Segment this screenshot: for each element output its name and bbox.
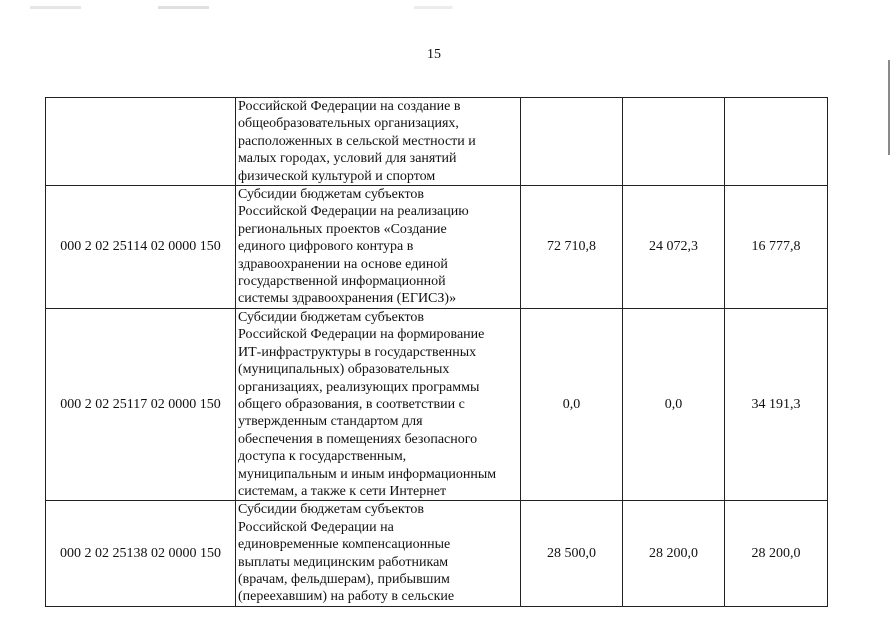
description-line: Российской Федерации на формирование: [238, 327, 485, 343]
value-cell-2: [623, 98, 725, 186]
description-line: единовременные компенсационные: [238, 537, 451, 553]
table-row: [46, 98, 828, 186]
table-row: [46, 308, 828, 500]
budget-code: [46, 98, 236, 186]
value-cell-1: 28 500,0: [521, 501, 623, 606]
description-line: выплаты медицинским работникам: [238, 554, 449, 570]
description-cell: [236, 98, 521, 186]
value-cell-3: 16 777,8: [725, 186, 828, 309]
description-line: расположенных в сельской местности и: [238, 133, 476, 149]
description-line: системам, а также к сети Интернет: [238, 483, 447, 499]
description-line: единого цифрового контура в: [238, 239, 414, 255]
budget-code: 000 2 02 25114 02 0000 150: [46, 186, 236, 309]
description-line: доступа к государственным,: [238, 449, 407, 465]
value-cell-2: 28 200,0: [623, 501, 725, 606]
description-line: утвержденным стандартом для: [238, 414, 423, 430]
budget-table: [45, 97, 828, 607]
description-cell: [236, 308, 521, 500]
value-cell-1: 72 710,8: [521, 186, 623, 309]
description-line: ИТ-инфраструктуры в государственных: [238, 344, 477, 360]
description-line: (переехавшим) на работу в сельские: [238, 589, 455, 605]
budget-code: 000 2 02 25138 02 0000 150: [46, 501, 236, 606]
description-line: Российской Федерации на: [238, 519, 394, 535]
description-line: малых городах, условий для занятий: [238, 151, 457, 167]
description-line: Российской Федерации на создание в: [238, 99, 461, 114]
page-number: 15: [427, 47, 441, 62]
value-cell-1: 0,0: [521, 308, 623, 500]
description-line: системы здравоохранения (ЕГИСЗ)»: [238, 291, 457, 307]
description-line: региональных проектов «Создание: [238, 221, 447, 237]
budget-code: 000 2 02 25117 02 0000 150: [46, 308, 236, 500]
description-line: муниципальным и иным информационным: [238, 466, 497, 482]
value-cell-3: [725, 98, 828, 186]
description-line: Российской Федерации на реализацию: [238, 204, 469, 220]
description-cell: [236, 501, 521, 606]
value-cell-2: 0,0: [623, 308, 725, 500]
description-line: организациях, реализующих программы: [238, 379, 480, 395]
table-row: [46, 501, 828, 606]
description-line: Субсидии бюджетам субъектов: [238, 187, 425, 203]
description-line: (муниципальных) образовательных: [238, 362, 450, 378]
description-cell: [236, 186, 521, 309]
scan-artifact-right: [888, 60, 890, 155]
table-row: [46, 186, 828, 309]
value-cell-1: [521, 98, 623, 186]
description-line: физической культурой и спортом: [238, 168, 436, 184]
description-line: Субсидии бюджетам субъектов: [238, 309, 425, 325]
value-cell-3: 28 200,0: [725, 501, 828, 606]
description-line: государственной информационной: [238, 274, 446, 290]
value-cell-3: 34 191,3: [725, 308, 828, 500]
scan-artifact-top: [30, 6, 670, 9]
description-line: (врачам, фельдшерам), прибывшим: [238, 571, 450, 587]
description-line: общего образования, в соответствии с: [238, 396, 465, 412]
description-line: обеспечения в помещениях безопасного: [238, 431, 478, 447]
value-cell-2: 24 072,3: [623, 186, 725, 309]
description-line: Субсидии бюджетам субъектов: [238, 502, 425, 518]
description-line: здравоохранении на основе единой: [238, 256, 448, 272]
description-line: общеобразовательных организациях,: [238, 116, 459, 132]
